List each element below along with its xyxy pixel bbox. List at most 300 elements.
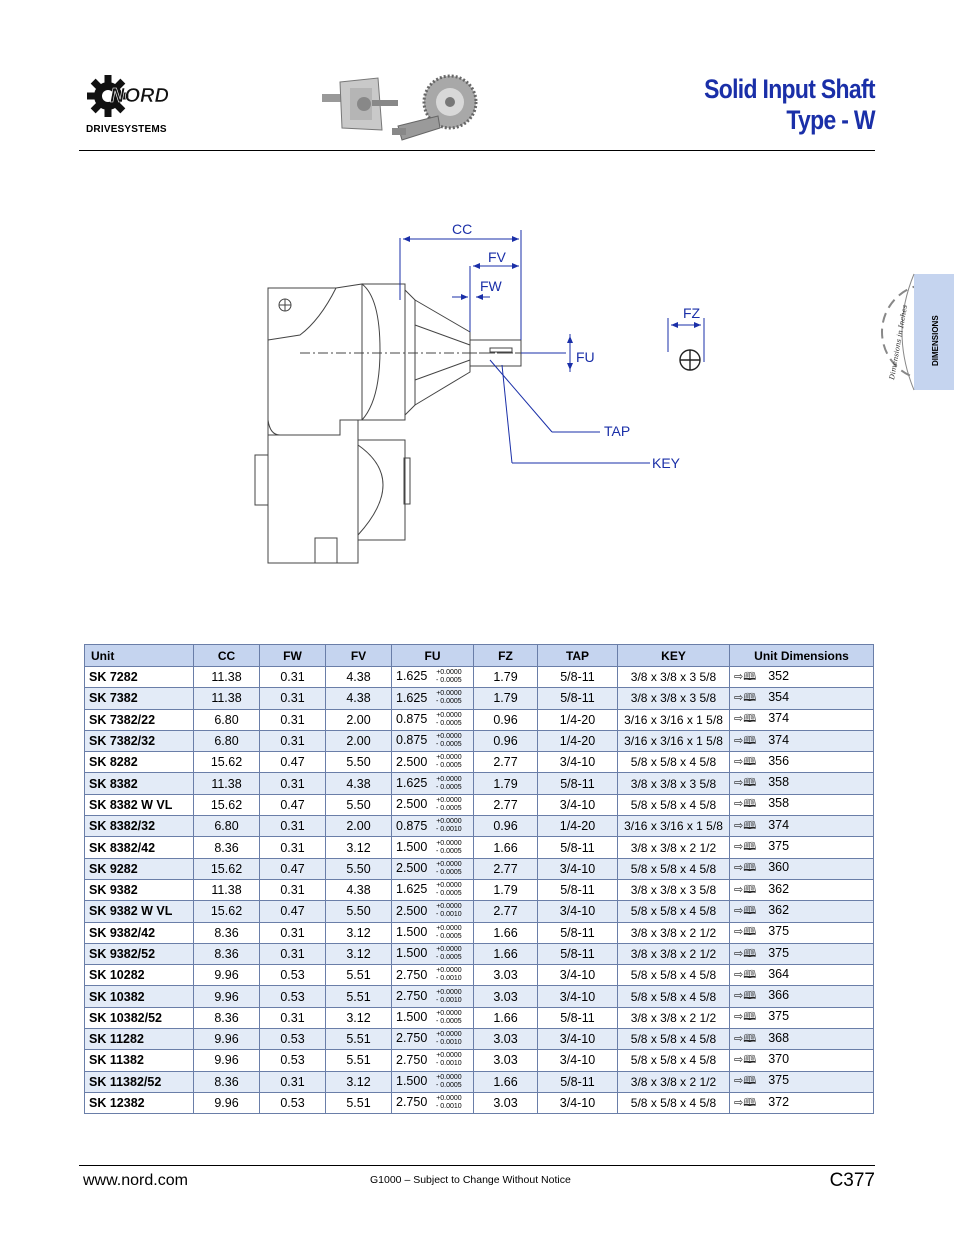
- book-reference-icon[interactable]: ⇨🕮: [734, 968, 757, 981]
- fz-cell: 1.79: [474, 667, 538, 688]
- key-cell: 5/8 x 5/8 x 4 5/8: [618, 986, 730, 1007]
- key-cell: 5/8 x 5/8 x 4 5/8: [618, 858, 730, 879]
- tolerance-lower: - 0.0010: [436, 826, 462, 834]
- fz-cell: 2.77: [474, 901, 538, 922]
- fz-cell: 1.66: [474, 943, 538, 964]
- fz-cell: 1.66: [474, 922, 538, 943]
- book-reference-icon[interactable]: ⇨🕮: [734, 862, 757, 875]
- tap-cell: 3/4-10: [538, 1050, 618, 1071]
- fu-tolerance: [436, 776, 462, 792]
- fu-cell: [392, 943, 474, 964]
- fu-value: 1.500: [396, 946, 428, 961]
- fu-value: 0.875: [396, 733, 428, 748]
- fu-value: 1.500: [396, 839, 428, 854]
- label-tap: TAP: [604, 423, 631, 439]
- table-row: [85, 794, 874, 815]
- fv-cell: 3.12: [326, 1007, 392, 1028]
- book-reference-icon[interactable]: ⇨🕮: [734, 904, 757, 917]
- tolerance-lower: - 0.0005: [436, 719, 462, 727]
- fz-cell: 3.03: [474, 1050, 538, 1071]
- tolerance-lower: - 0.0010: [436, 975, 462, 983]
- fz-cell: 1.66: [474, 1007, 538, 1028]
- fu-value: 2.750: [396, 988, 428, 1003]
- book-reference-icon[interactable]: ⇨🕮: [734, 777, 757, 790]
- fu-tolerance: [436, 946, 462, 962]
- fu-value: 2.750: [396, 1052, 428, 1067]
- tolerance-lower: - 0.0005: [436, 1081, 462, 1089]
- unit-cell: SK 11382: [85, 1050, 194, 1071]
- fv-cell: 4.38: [326, 773, 392, 794]
- book-reference-icon[interactable]: ⇨🕮: [734, 1032, 757, 1045]
- page-number: C377: [829, 1170, 875, 1191]
- gearbox-drawing: [240, 220, 730, 580]
- book-reference-icon[interactable]: ⇨🕮: [734, 1053, 757, 1066]
- key-cell: 3/8 x 3/8 x 3 5/8: [618, 879, 730, 900]
- cc-cell: 9.96: [194, 1029, 260, 1050]
- fw-cell: 0.31: [260, 667, 326, 688]
- fz-cell: 3.03: [474, 986, 538, 1007]
- book-reference-icon[interactable]: ⇨🕮: [734, 734, 757, 747]
- cc-cell: 11.38: [194, 773, 260, 794]
- tap-cell: 5/8-11: [538, 1071, 618, 1092]
- fw-cell: 0.53: [260, 1050, 326, 1071]
- unit-dimensions-cell: [730, 837, 874, 858]
- tolerance-upper: +0.0000: [436, 818, 462, 826]
- key-cell: 5/8 x 5/8 x 4 5/8: [618, 1029, 730, 1050]
- fz-cell: 1.66: [474, 837, 538, 858]
- page-reference[interactable]: 375: [768, 1073, 790, 1088]
- cc-cell: 11.38: [194, 688, 260, 709]
- unit-cell: SK 8382/32: [85, 816, 194, 837]
- fu-value: 1.625: [396, 690, 428, 705]
- key-cell: 5/8 x 5/8 x 4 5/8: [618, 794, 730, 815]
- fu-tolerance: [436, 669, 462, 685]
- fu-tolerance: [436, 1010, 462, 1026]
- page-reference[interactable]: 352: [768, 668, 790, 683]
- fz-cell: 3.03: [474, 1029, 538, 1050]
- unit-dimensions-cell: [730, 1050, 874, 1071]
- fu-cell: [392, 1007, 474, 1028]
- tap-cell: 1/4-20: [538, 730, 618, 751]
- cc-cell: 11.38: [194, 667, 260, 688]
- tolerance-upper: +0.0000: [436, 903, 462, 911]
- fv-cell: 5.51: [326, 986, 392, 1007]
- fv-cell: 4.38: [326, 667, 392, 688]
- dimensions-table: [84, 644, 874, 1114]
- tolerance-lower: - 0.0005: [436, 804, 462, 812]
- cc-cell: 8.36: [194, 837, 260, 858]
- book-reference-icon[interactable]: ⇨🕮: [734, 1011, 757, 1024]
- fu-value: 2.500: [396, 861, 428, 876]
- fv-cell: 4.38: [326, 688, 392, 709]
- cc-cell: 15.62: [194, 901, 260, 922]
- key-cell: 3/16 x 3/16 x 1 5/8: [618, 730, 730, 751]
- fu-cell: [392, 794, 474, 815]
- fw-cell: 0.31: [260, 837, 326, 858]
- header-fu: FU: [392, 645, 474, 667]
- book-reference-icon[interactable]: ⇨🕮: [734, 713, 757, 726]
- page-reference[interactable]: 362: [768, 881, 790, 896]
- page-reference[interactable]: 360: [768, 860, 790, 875]
- table-row: [85, 943, 874, 964]
- fu-cell: [392, 858, 474, 879]
- tolerance-upper: +0.0000: [436, 711, 462, 719]
- cc-cell: 9.96: [194, 1092, 260, 1113]
- fu-cell: [392, 752, 474, 773]
- tap-cell: 3/4-10: [538, 965, 618, 986]
- fw-cell: 0.31: [260, 688, 326, 709]
- book-reference-icon[interactable]: ⇨🕮: [734, 1096, 757, 1109]
- fw-cell: 0.53: [260, 986, 326, 1007]
- table-row: [85, 901, 874, 922]
- fv-cell: 2.00: [326, 816, 392, 837]
- fv-cell: 3.12: [326, 837, 392, 858]
- unit-dimensions-cell: [730, 858, 874, 879]
- tolerance-upper: +0.0000: [436, 967, 462, 975]
- fv-cell: 2.00: [326, 730, 392, 751]
- fz-cell: 0.96: [474, 816, 538, 837]
- page-reference[interactable]: 366: [768, 988, 790, 1003]
- unit-cell: SK 8382/42: [85, 837, 194, 858]
- tolerance-lower: - 0.0010: [436, 911, 462, 919]
- table-row: [85, 837, 874, 858]
- header-fz: FZ: [474, 645, 538, 667]
- page-reference[interactable]: 368: [768, 1030, 790, 1045]
- fu-tolerance: [436, 818, 462, 834]
- unit-dimensions-cell: [730, 752, 874, 773]
- tolerance-upper: +0.0000: [436, 839, 462, 847]
- fw-cell: 0.53: [260, 965, 326, 986]
- unit-cell: SK 9382: [85, 879, 194, 900]
- fw-cell: 0.31: [260, 773, 326, 794]
- tolerance-upper: +0.0000: [436, 860, 462, 868]
- tolerance-lower: - 0.0005: [436, 741, 462, 749]
- label-key: KEY: [652, 455, 681, 471]
- fu-tolerance: [436, 733, 462, 749]
- fu-tolerance: [436, 797, 462, 813]
- fv-cell: 5.50: [326, 794, 392, 815]
- fu-tolerance: [436, 925, 462, 941]
- fu-cell: [392, 688, 474, 709]
- page-reference[interactable]: 375: [768, 924, 790, 939]
- table-row: [85, 922, 874, 943]
- fv-cell: 5.50: [326, 858, 392, 879]
- page-reference[interactable]: 375: [768, 839, 790, 854]
- fv-cell: 5.50: [326, 901, 392, 922]
- page-reference[interactable]: 375: [768, 945, 790, 960]
- unit-dimensions-cell: [730, 730, 874, 751]
- tap-cell: 5/8-11: [538, 667, 618, 688]
- tolerance-upper: +0.0000: [436, 1095, 462, 1103]
- tap-cell: 5/8-11: [538, 837, 618, 858]
- book-reference-icon[interactable]: ⇨🕮: [734, 883, 757, 896]
- page-reference[interactable]: 364: [768, 966, 790, 981]
- fw-cell: 0.47: [260, 794, 326, 815]
- tolerance-upper: +0.0000: [436, 690, 462, 698]
- tab-label: DIMENSIONS: [931, 315, 940, 366]
- unit-dimensions-cell: [730, 901, 874, 922]
- fu-cell: [392, 1050, 474, 1071]
- book-reference-icon[interactable]: ⇨🕮: [734, 926, 757, 939]
- fv-cell: 5.51: [326, 1029, 392, 1050]
- key-cell: 3/8 x 3/8 x 2 1/2: [618, 943, 730, 964]
- tolerance-lower: - 0.0005: [436, 954, 462, 961]
- fu-tolerance: [436, 882, 462, 898]
- unit-dimensions-cell: [730, 1029, 874, 1050]
- fu-cell: [392, 901, 474, 922]
- cc-cell: 6.80: [194, 816, 260, 837]
- tap-cell: 3/4-10: [538, 752, 618, 773]
- fu-cell: [392, 922, 474, 943]
- tolerance-upper: +0.0000: [436, 1031, 462, 1039]
- table-row: [85, 688, 874, 709]
- tolerance-upper: +0.0000: [436, 924, 462, 932]
- title-line-2: Type - W: [786, 105, 875, 135]
- brand-word: NORD: [110, 85, 169, 107]
- fu-value: 2.500: [396, 797, 428, 812]
- unit-cell: SK 10382: [85, 986, 194, 1007]
- tap-cell: 5/8-11: [538, 879, 618, 900]
- fu-cell: [392, 879, 474, 900]
- tolerance-upper: +0.0000: [436, 946, 462, 953]
- key-cell: 5/8 x 5/8 x 4 5/8: [618, 752, 730, 773]
- cc-cell: 11.38: [194, 879, 260, 900]
- book-reference-icon[interactable]: ⇨🕮: [734, 670, 757, 683]
- unit-dimensions-cell: [730, 667, 874, 688]
- cc-cell: 15.62: [194, 752, 260, 773]
- fv-cell: 5.51: [326, 1050, 392, 1071]
- tolerance-upper: +0.0000: [436, 669, 462, 677]
- key-cell: 3/8 x 3/8 x 3 5/8: [618, 773, 730, 794]
- fu-value: 2.500: [396, 903, 428, 918]
- unit-cell: SK 8382 W VL: [85, 794, 194, 815]
- tolerance-lower: - 0.0005: [436, 762, 462, 770]
- cc-cell: 9.96: [194, 965, 260, 986]
- tap-cell: 3/4-10: [538, 1092, 618, 1113]
- label-cc: CC: [452, 221, 473, 237]
- page-reference[interactable]: 374: [768, 711, 790, 726]
- book-reference-icon[interactable]: ⇨🕮: [734, 841, 757, 854]
- page-reference[interactable]: 374: [768, 817, 790, 832]
- fw-cell: 0.47: [260, 858, 326, 879]
- fu-cell: [392, 667, 474, 688]
- unit-dimensions-cell: [730, 965, 874, 986]
- tap-cell: 3/4-10: [538, 901, 618, 922]
- fu-tolerance: [436, 754, 462, 770]
- key-cell: 5/8 x 5/8 x 4 5/8: [618, 901, 730, 922]
- fu-tolerance: [436, 690, 462, 706]
- fz-cell: 0.96: [474, 709, 538, 730]
- unit-cell: SK 11382/52: [85, 1071, 194, 1092]
- tolerance-lower: - 0.0010: [436, 1039, 462, 1047]
- table-row: [85, 1029, 874, 1050]
- tolerance-upper: +0.0000: [436, 882, 462, 890]
- page-reference[interactable]: 372: [768, 1094, 790, 1109]
- unit-dimensions-cell: [730, 816, 874, 837]
- key-cell: 3/8 x 3/8 x 3 5/8: [618, 667, 730, 688]
- key-cell: 3/8 x 3/8 x 2 1/2: [618, 922, 730, 943]
- tolerance-upper: +0.0000: [436, 796, 462, 804]
- tolerance-lower: - 0.0010: [436, 1060, 462, 1068]
- fu-cell: [392, 1071, 474, 1092]
- book-reference-icon[interactable]: ⇨🕮: [734, 755, 757, 768]
- unit-dimensions-cell: [730, 943, 874, 964]
- fu-tolerance: [436, 861, 462, 877]
- fw-cell: 0.31: [260, 709, 326, 730]
- header-unit: Unit: [85, 645, 194, 667]
- fu-value: 0.875: [396, 712, 428, 727]
- fv-cell: 3.12: [326, 943, 392, 964]
- key-cell: 3/16 x 3/16 x 1 5/8: [618, 816, 730, 837]
- fu-cell: [392, 1092, 474, 1113]
- unit-dimensions-cell: [730, 922, 874, 943]
- tap-cell: 3/4-10: [538, 794, 618, 815]
- fu-cell: [392, 1029, 474, 1050]
- cc-cell: 8.36: [194, 922, 260, 943]
- unit-dimensions-cell: [730, 1092, 874, 1113]
- fu-tolerance: [436, 989, 462, 1005]
- unit-dimensions-cell: [730, 1007, 874, 1028]
- page-reference[interactable]: 358: [768, 775, 790, 790]
- table-row: [85, 1050, 874, 1071]
- fv-cell: 4.38: [326, 879, 392, 900]
- book-reference-icon[interactable]: ⇨🕮: [734, 691, 757, 704]
- unit-cell: SK 7382/22: [85, 709, 194, 730]
- book-reference-icon[interactable]: ⇨🕮: [734, 798, 757, 811]
- book-reference-icon[interactable]: ⇨🕮: [734, 1075, 757, 1088]
- fz-cell: 1.79: [474, 879, 538, 900]
- tolerance-lower: - 0.0005: [436, 698, 462, 706]
- fu-tolerance: [436, 1031, 462, 1047]
- header-divider: [79, 150, 875, 151]
- tolerance-lower: - 0.0005: [436, 677, 462, 685]
- unit-dimensions-cell: [730, 879, 874, 900]
- unit-dimensions-cell: [730, 1071, 874, 1092]
- fu-tolerance: [436, 1074, 462, 1090]
- label-fw: FW: [480, 278, 502, 294]
- footer-url[interactable]: www.nord.com: [83, 1172, 188, 1189]
- book-reference-icon[interactable]: ⇨🕮: [734, 819, 757, 832]
- table-row: [85, 709, 874, 730]
- page-reference[interactable]: 370: [768, 1051, 790, 1066]
- tab-sublabel: Dimensions in Inches: [888, 304, 910, 381]
- book-reference-icon[interactable]: ⇨🕮: [734, 990, 757, 1003]
- fw-cell: 0.53: [260, 1029, 326, 1050]
- fu-value: 2.750: [396, 967, 428, 982]
- unit-cell: SK 10282: [85, 965, 194, 986]
- tolerance-upper: +0.0000: [436, 1052, 462, 1060]
- fw-cell: 0.31: [260, 1071, 326, 1092]
- fw-cell: 0.31: [260, 922, 326, 943]
- fz-cell: 2.77: [474, 794, 538, 815]
- fw-cell: 0.31: [260, 730, 326, 751]
- key-cell: 3/8 x 3/8 x 2 1/2: [618, 1071, 730, 1092]
- page-reference[interactable]: 356: [768, 753, 790, 768]
- fz-cell: 3.03: [474, 1092, 538, 1113]
- brand-subtitle: DRIVESYSTEMS: [86, 124, 167, 135]
- unit-dimensions-cell: [730, 986, 874, 1007]
- fz-cell: 1.79: [474, 688, 538, 709]
- key-cell: 5/8 x 5/8 x 4 5/8: [618, 1092, 730, 1113]
- tolerance-lower: - 0.0005: [436, 783, 462, 791]
- unit-dimensions-cell: [730, 794, 874, 815]
- fu-cell: [392, 816, 474, 837]
- fu-value: 2.500: [396, 754, 428, 769]
- gearbox-photo: [320, 70, 480, 150]
- tolerance-lower: - 0.0005: [436, 868, 462, 876]
- cc-cell: 8.36: [194, 1071, 260, 1092]
- book-reference-icon[interactable]: ⇨🕮: [734, 947, 757, 960]
- fu-value: 1.500: [396, 1010, 428, 1025]
- unit-cell: SK 9282: [85, 858, 194, 879]
- fv-cell: 2.00: [326, 709, 392, 730]
- table-row: [85, 1007, 874, 1028]
- tolerance-lower: - 0.0010: [436, 1103, 462, 1111]
- tolerance-lower: - 0.0005: [436, 932, 462, 940]
- key-cell: 3/8 x 3/8 x 2 1/2: [618, 837, 730, 858]
- unit-cell: SK 11282: [85, 1029, 194, 1050]
- fu-cell: [392, 709, 474, 730]
- tap-cell: 5/8-11: [538, 688, 618, 709]
- tap-cell: 3/4-10: [538, 858, 618, 879]
- table-header-row: [85, 645, 874, 667]
- tap-cell: 3/4-10: [538, 986, 618, 1007]
- label-fv: FV: [488, 249, 506, 265]
- page-reference[interactable]: 375: [768, 1009, 790, 1024]
- header-key: KEY: [618, 645, 730, 667]
- fu-cell: [392, 730, 474, 751]
- unit-cell: SK 12382: [85, 1092, 194, 1113]
- fu-value: 2.750: [396, 1031, 428, 1046]
- table-row: [85, 816, 874, 837]
- fu-value: 1.500: [396, 1074, 428, 1089]
- fu-cell: [392, 965, 474, 986]
- unit-cell: SK 9382 W VL: [85, 901, 194, 922]
- table-row: [85, 1092, 874, 1113]
- table-row: [85, 1071, 874, 1092]
- tap-cell: 1/4-20: [538, 816, 618, 837]
- fw-cell: 0.47: [260, 901, 326, 922]
- fu-tolerance: [436, 1052, 462, 1068]
- tolerance-upper: +0.0000: [436, 733, 462, 741]
- tap-cell: 5/8-11: [538, 1007, 618, 1028]
- fw-cell: 0.47: [260, 752, 326, 773]
- cc-cell: 9.96: [194, 986, 260, 1007]
- page-reference[interactable]: 374: [768, 732, 790, 747]
- table-row: [85, 986, 874, 1007]
- table-row: [85, 667, 874, 688]
- fw-cell: 0.31: [260, 879, 326, 900]
- fu-value: 0.875: [396, 818, 428, 833]
- cc-cell: 8.36: [194, 943, 260, 964]
- page-reference[interactable]: 358: [768, 796, 790, 811]
- key-cell: 3/8 x 3/8 x 2 1/2: [618, 1007, 730, 1028]
- fu-value: 1.500: [396, 925, 428, 939]
- dimensions-tab: [880, 262, 954, 402]
- fv-cell: 3.12: [326, 1071, 392, 1092]
- fu-value: 1.625: [396, 669, 428, 684]
- unit-cell: SK 10382/52: [85, 1007, 194, 1028]
- header-fw: FW: [260, 645, 326, 667]
- fu-tolerance: [436, 840, 462, 856]
- key-cell: 3/8 x 3/8 x 3 5/8: [618, 688, 730, 709]
- fu-value: 1.625: [396, 882, 428, 897]
- page-reference[interactable]: 362: [768, 902, 790, 917]
- page-reference[interactable]: 354: [768, 689, 790, 704]
- fu-cell: [392, 986, 474, 1007]
- tap-cell: 5/8-11: [538, 773, 618, 794]
- header-tap: TAP: [538, 645, 618, 667]
